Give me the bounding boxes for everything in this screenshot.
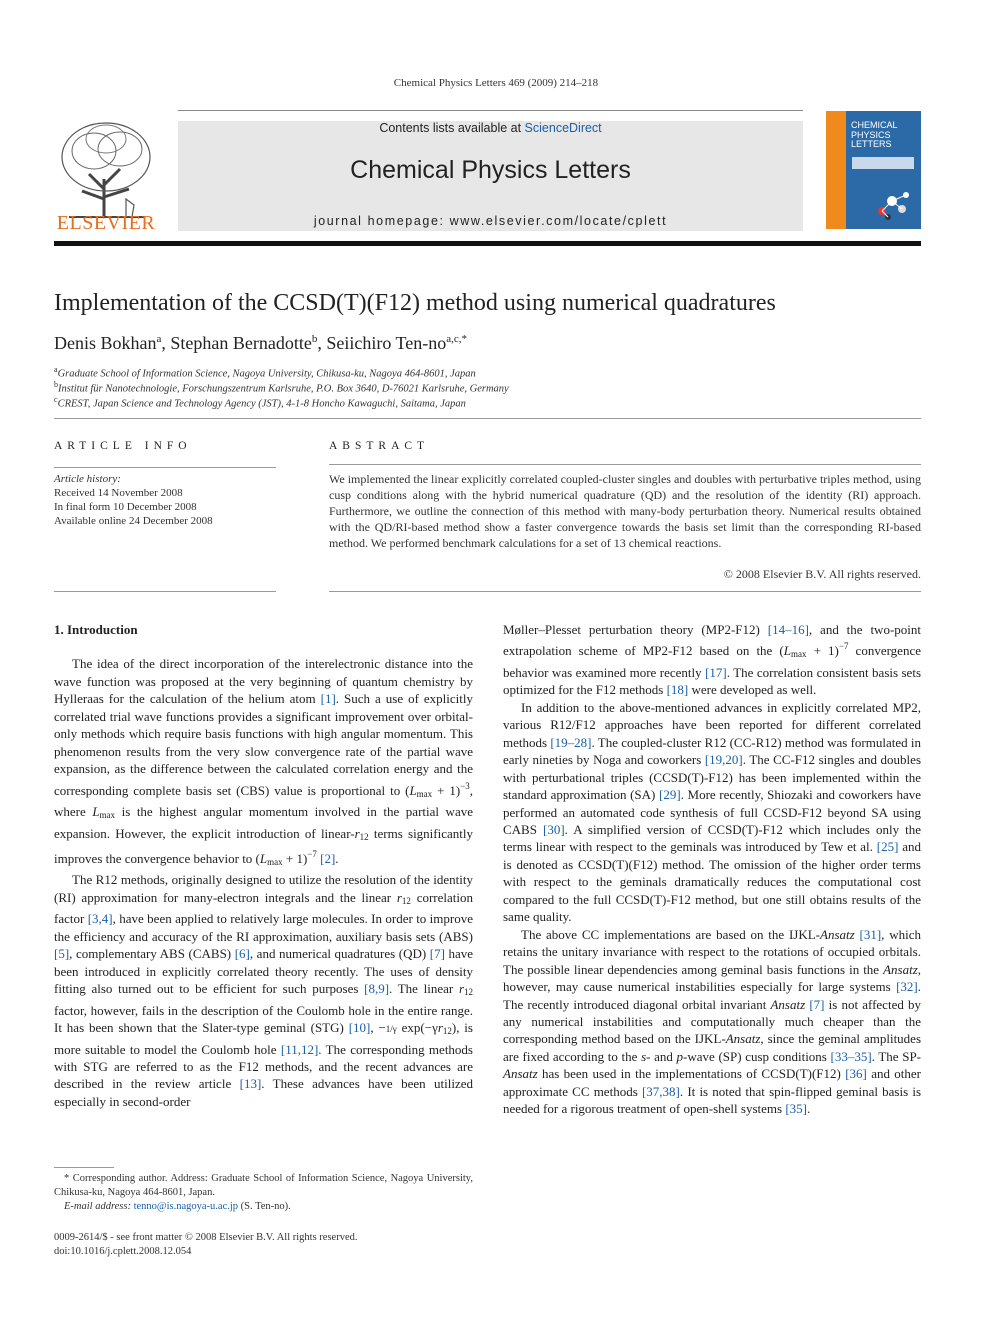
cover-strip [826, 111, 846, 229]
online-date: Available online 24 December 2008 [54, 515, 213, 527]
paragraph: The above CC implementations are based on the IJKL-Ansatz [31], which retains the unitary invariance with respect to the rotations of occupied orbitals. The possible linear dependencies among geminal basis functions in the Ansatz, however, may cause numerical instabilities especially for large systems [32]. The recently introduced diagonal orbital invariant Ansatz [7] is not affected by any numerical instabilities and computationally much cheaper than the corresponding method based on the IJKL-Ansatz, since the geminal amplitudes are fixed according to the s- and p-wave (SP) cusp conditions [33–35]. The SP-Ansatz has been used in the implementations of CCSD(T)(F12) [36] and other approximate CC methods [37,38]. It is noted that spin-flipped geminal basis is needed for a rigorous treatment of open-shell systems [35]. [503, 926, 922, 1117]
affiliation [54, 365, 476, 380]
divider [329, 591, 921, 592]
header-thick-rule [54, 241, 921, 246]
elsevier-wordmark: ELSEVIER [56, 212, 156, 234]
paragraph: The idea of the direct incorporation of the interelectronic distance into the wave function was proposed at the very beginning of quantum chemistry by Hylleraas for the calculation of the helium atom [1]. Such a use of explicitly correlated trial wave functions provides a significant improvement over orbital-only methods which require basis functions with high angular momentum. This phenomenon results from the very slow convergence rate of the partial wave expansion, as the difference between the calculated correlation energy and the corresponding complete basis set (CBS) value is proportional to $(L_{max} + 1)^{-3}$, where $L_{max}$ is the highest angular momentum involved in the partial wave expansion. However, the explicit introduction of linear-$r_{12}$ terms significantly improves the convergence behavior to $(L_{max} + 1)^{-7}$ [2]. [54, 656, 474, 867]
corresponding-author-note: * Corresponding author. Address: Graduate School of Information Science, Nagoya University, Chikusa-ku, Nagoya 464-8601, Japan. [54, 1173, 473, 1198]
email-link[interactable]: tenno@is.nagoya-u.ac.jp [133, 1201, 239, 1212]
journal-reference: Chemical Physics Letters 469 (2009) 214–218 [393, 77, 599, 89]
article-info-heading: ARTICLE INFO [54, 440, 192, 452]
affiliation-text: Graduate School of Information Science, Nagoya University, Chikusa-ku, Nagoya 464-8601, Japan [57, 368, 476, 380]
cover-illustration [848, 151, 918, 227]
contents-line [178, 121, 803, 135]
journal-cover-image [826, 111, 921, 229]
paragraph: In addition to the above-mentioned advances in explicitly correlated MP2, various R12/F12 approaches have been reported for different correlated methods [19–28]. The coupled-cluster R12 (CC-R12) method was formulated in early nineties by Noga and coworkers [19,20]. The CC-F12 singles and doubles with perturbational triples (CCSD(T)-F12) has been implemented within the standard approximation (SA) [29]. More recently, Shiozaki and coworkers have performed an automated code synthesis of full CCSD-F12 beyond SA using CABS [30]. A simplified version of CCSD(T)-F12 which includes only the terms linear with respect to the geminals was introduced by Tew et al. [25] and is denoted as CCSD(T)(F12) method. The omission of the higher order terms with respect to the geminals dramatically reduces the computational cost compared to the full CCSD(T)-F12 method, but one still obtains results of the same quality. [503, 699, 921, 925]
affiliation-text: CREST, Japan Science and Technology Agency (JST), 4-1-8 Honcho Kawaguchi, Saitama, Japan [57, 398, 466, 410]
issn-line: 0009-2614/$ - see front matter © 2008 Elsevier B.V. All rights reserved. [54, 1232, 358, 1243]
elsevier-tree-logo [54, 119, 158, 221]
author-sup: b [311, 333, 318, 345]
affiliation-sup: b [54, 380, 58, 389]
divider [329, 464, 921, 465]
affiliation [54, 395, 466, 410]
email-line [54, 1200, 473, 1214]
author-sup: a [156, 333, 162, 345]
top-rule [178, 110, 803, 111]
affiliation-text: Institut für Nanotechnologie, Forschungszentrum Karlsruhe, P.O. Box 3640, D-76021 Karlsruhe, Germany [58, 383, 509, 395]
history-label: Article history: [54, 473, 121, 485]
footnote [54, 1172, 473, 1214]
journal-title: Chemical Physics Letters [350, 156, 631, 184]
article-title: Implementation of the CCSD(T)(F12) method using numerical quadratures [54, 290, 776, 316]
abstract-text: We implemented the linear explicitly correlated coupled-cluster singles and doubles with perturbative triples method, using cusp conditions along with the hybrid numerical quadrature (QD) and the resolution of the identity (RI) approach. Furthermore, we outline the connection of this method with many-body perturbation theory. Numerical results obtained with the QD/RI-based method show a faster convergence towards the basis set limit than the corresponding RI-based method. We performed benchmark calculations for a set of 13 chemical reactions. [329, 472, 921, 550]
body-column-left [54, 621, 473, 1110]
doi-line[interactable]: doi:10.1016/j.cplett.2008.12.054 [54, 1246, 192, 1257]
article-history [54, 472, 276, 528]
author-name: Denis Bokhan [54, 333, 157, 353]
affiliation-sup: c [54, 395, 58, 404]
author-list: Denis Bokhan$^a$, Stephan Bernadotte$^b$, Seiichiro Ten-$no^{a,c,*}$ [54, 333, 468, 353]
abstract-heading: ABSTRACT [329, 440, 430, 452]
body-column-right [503, 621, 921, 1118]
author-sup: a,c,* [446, 333, 468, 345]
affiliation [54, 380, 509, 395]
journal-homepage[interactable]: journal homepage: www.elsevier.com/locate/cplett [313, 214, 668, 228]
paragraph: The R12 methods, originally designed to utilize the resolution of the identity (RI) approximation for many-electron integrals and the linear $r_{12}$ correlation factor [3,4], have been applied to relatively large molecules. In order to improve the efficiency and accuracy of the RI approximation, auxiliary basis sets (ABS) [5], complementary ABS (CABS) [6], and numerical quadratures (QD) [7] have been introduced in explicitly correlated theory recently. The uses of density fitting also turned out to be efficient for such purposes [8,9]. The linear $r_{12}$ factor, however, fails in the description of the Coulomb hole in the entire range. It has been shown that the Slater-type geminal (STG) [10], −1/γ $\exp(-\gamma r_{12})$, is more suitable to model the Coulomb hole [11,12]. The corresponding methods with STG are referred to as the F12 methods, and the recent advances are described in the review article [13]. These advances have been utilized especially in second-order [54, 872, 474, 1109]
email-suffix: (S. Ten-no). [238, 1201, 291, 1212]
cover-line: LETTERS [851, 139, 892, 149]
cover-title [851, 121, 919, 150]
contents-prefix: Contents lists available at [379, 121, 525, 135]
author-name: Seiichiro Ten-no [326, 333, 447, 353]
final-form-date: In final form 10 December 2008 [54, 501, 197, 513]
received-date: Received 14 November 2008 [54, 487, 183, 499]
cover-line: PHYSICS [851, 129, 891, 140]
divider [54, 418, 921, 419]
email-label: E-mail address: [64, 1201, 134, 1212]
divider [54, 591, 276, 592]
author-name: Stephan Bernadotte [170, 333, 312, 353]
sciencedirect-link[interactable]: ScienceDirect [524, 121, 602, 135]
cover-line: CHEMICAL [851, 120, 898, 130]
paragraph: Møller–Plesset perturbation theory (MP2-F12) [14–16], and the two-point extrapolation scheme of MP2-F12 based on the $(L_{max} + 1)^{-7}$ convergence behavior was examined more recently [17]. The correlation consistent basis sets optimized for the F12 methods [18] were developed as well. [503, 622, 922, 698]
bottom-info [54, 1231, 357, 1259]
footnote-rule [54, 1167, 114, 1168]
section-heading: 1. Introduction [54, 622, 138, 637]
divider [54, 467, 276, 468]
affiliation-sup: a [54, 365, 58, 374]
abstract-copyright: © 2008 Elsevier B.V. All rights reserved. [723, 567, 921, 581]
